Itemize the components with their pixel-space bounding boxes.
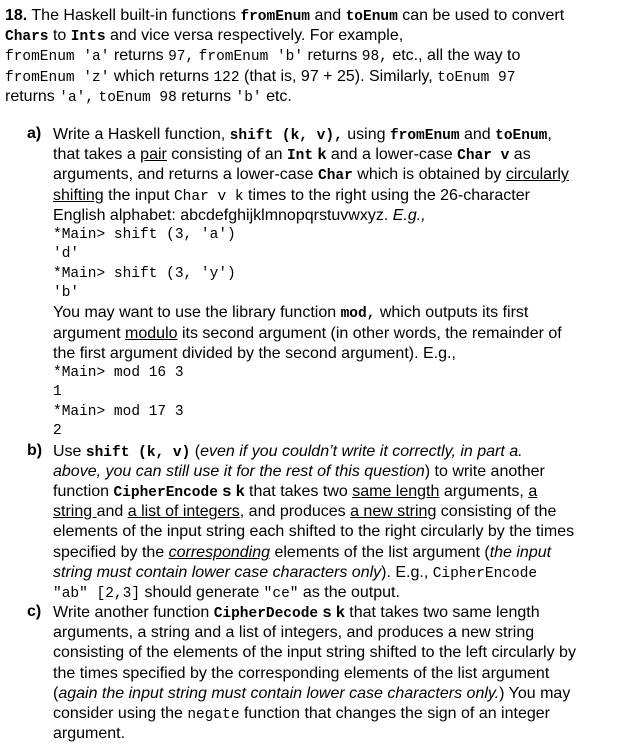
part-a	[5, 125, 622, 442]
part-c-label: c)	[27, 603, 42, 621]
part-b-line-6: specified by the corresponding elements of the list argument (the input	[53, 543, 552, 561]
intro-line-5: returns 'a', toEnum 98 returns 'b' etc.	[5, 87, 292, 106]
code-example-shift-1: *Main> shift (3, 'a')	[53, 226, 236, 243]
part-a-line-3: arguments, and returns a lower-case Char which is obtained by circularly	[53, 166, 569, 185]
part-c-line-5: (again the input string must contain lower case characters only.) You may	[53, 684, 571, 702]
part-b-line-4: string and a list of integers, and produces a new string consisting of the	[53, 503, 557, 521]
part-b-line-5: elements of the input string each shifted to the right circularly by the times	[53, 523, 575, 541]
part-a-line-4: shifting the input Char v k times to the right using the 26-character	[53, 186, 530, 205]
part-c-line-4: the times specified by the corresponding elements of the list argument	[53, 664, 550, 682]
part-c-line-1: Write another function CipherDecode s k that takes two same length	[53, 604, 540, 623]
part-a-mod-line-2: argument modulo its second argument (in other words, the remainder of	[53, 324, 562, 342]
part-b-label: b)	[27, 441, 43, 459]
part-c-line-3: consisting of the elements of the input string shifted to the left circularly by	[53, 644, 576, 662]
part-b-line-1: Use shift (k, v) (even if you couldn’t write it correctly, in part a.	[53, 442, 523, 461]
part-a-mod-line-3: the first argument divided by the second argument). E.g.,	[53, 344, 456, 362]
code-example-mod-1: *Main> mod 16 3	[53, 365, 184, 381]
code-output-mod-2: 2	[53, 423, 62, 440]
intro-line-4: fromEnum 'z' which returns 122 (that is, 97 + 25). Similarly, toEnum 97	[5, 67, 516, 86]
part-b	[5, 442, 622, 604]
question-document	[5, 6, 622, 744]
intro-line-1: 18. The Haskell built-in functions fromEnum and toEnum can be used to convert	[5, 7, 565, 25]
part-c-line-6: consider using the negate function that changes the sign of an integer	[53, 705, 550, 723]
code-output-mod-1: 1	[53, 384, 62, 401]
part-a-line-1: Write a Haskell function, shift (k, v), using fromEnum and toEnum,	[53, 125, 552, 144]
question-intro	[5, 6, 622, 107]
part-c-line-7: argument.	[53, 725, 126, 743]
code-output-shift-1: 'd'	[53, 246, 80, 263]
part-b-line-8: "ab" [2,3] should generate "ce" as the output.	[53, 583, 400, 602]
intro-line-2: Chars to Ints and vice versa respectively. For example,	[5, 27, 404, 46]
part-b-line-3: function CipherEncode s k that takes two same length arguments, a	[53, 482, 538, 501]
part-a-label: a)	[27, 124, 42, 142]
part-c-line-2: arguments, a string and a list of integers, and produces a new string	[53, 624, 535, 642]
part-b-line-2: above, you can still use it for the rest of this question) to write another	[53, 462, 545, 480]
part-a-line-5: English alphabet: abcdefghijklmnopqrstuvwxyz. E.g.,	[53, 206, 426, 224]
intro-line-3: fromEnum 'a' returns 97, fromEnum 'b' returns 98, etc., all the way to	[5, 47, 521, 66]
part-b-line-7: string must contain lower case characters only). E.g., CipherEncode	[53, 563, 538, 582]
code-output-shift-2: 'b'	[53, 285, 80, 302]
part-c	[5, 603, 622, 744]
part-a-mod-line-1: You may want to use the library function mod, which outputs its first	[53, 304, 529, 323]
question-number: 18.	[5, 7, 28, 24]
code-example-shift-2: *Main> shift (3, 'y')	[53, 265, 236, 282]
code-example-mod-2: *Main> mod 17 3	[53, 403, 184, 420]
part-a-line-2: that takes a pair consisting of an Int k and a lower-case Char v as	[53, 146, 531, 165]
